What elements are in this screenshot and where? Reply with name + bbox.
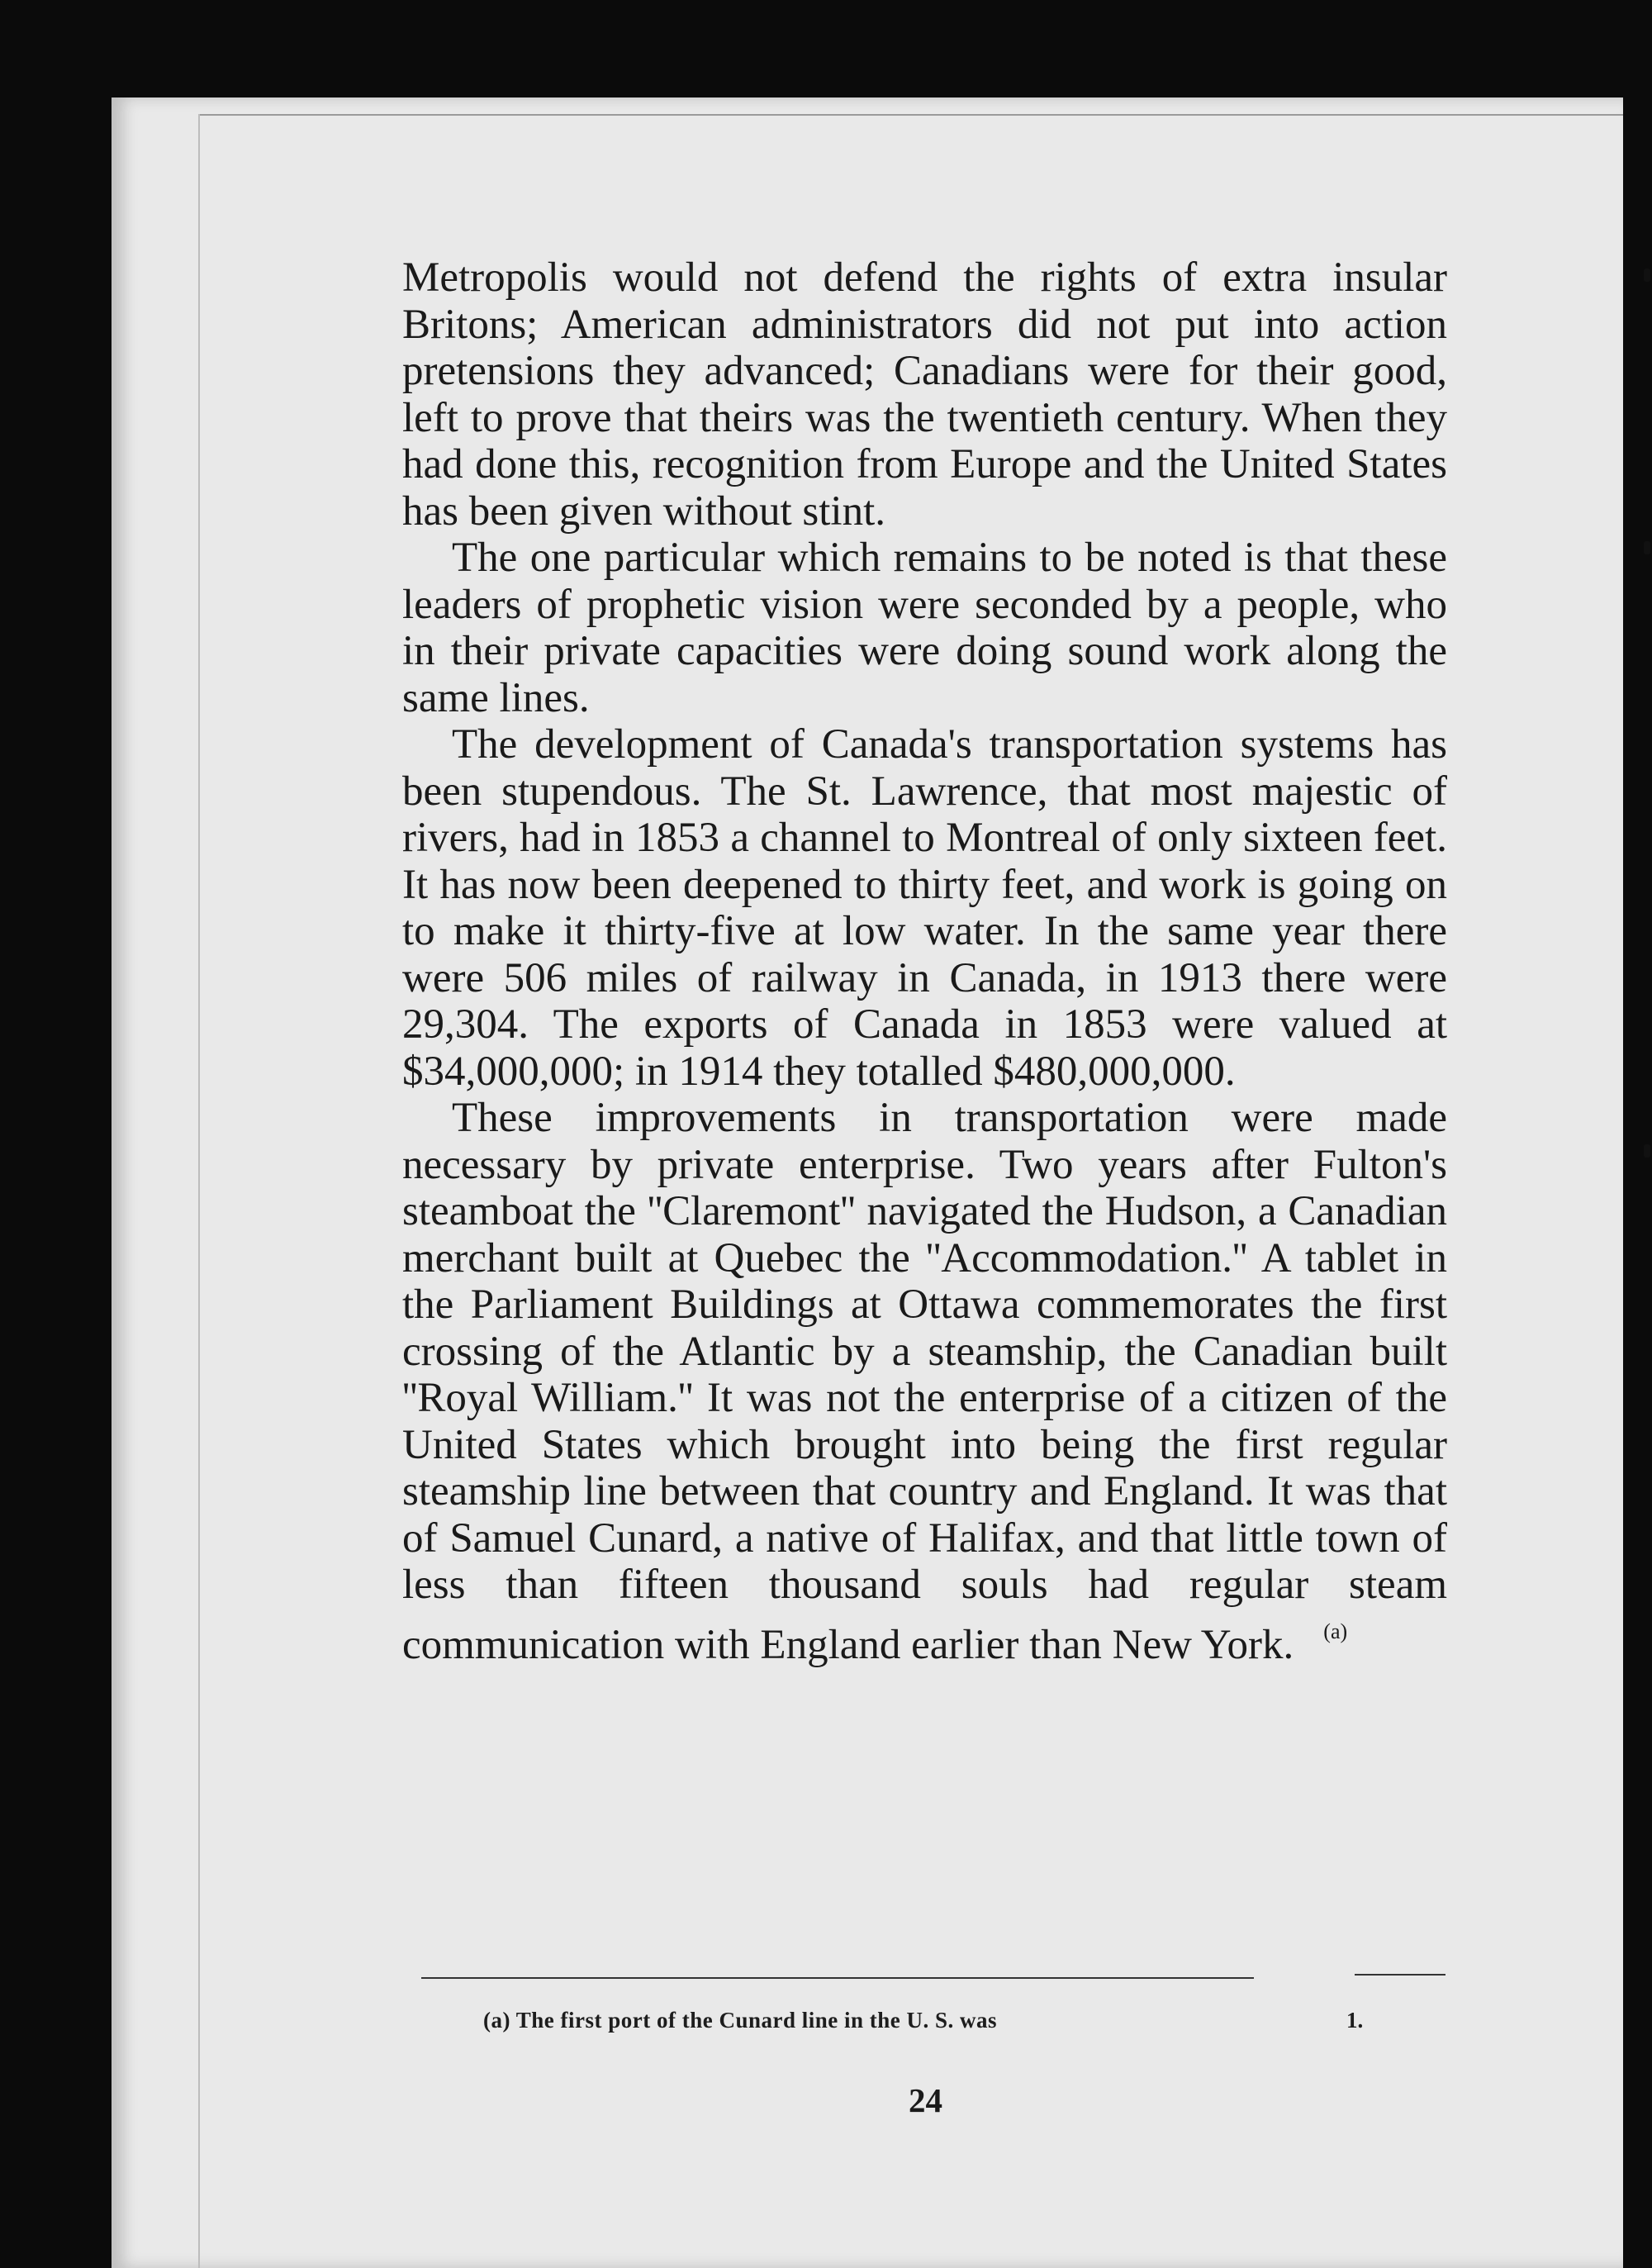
footnote-rule (421, 1977, 1254, 1979)
margin-mark (1644, 541, 1650, 554)
margin-mark (1644, 1144, 1650, 1158)
page-edge-line (198, 114, 1623, 116)
paragraph: The development of Canada's transportation systems has been stupendous. The St. Lawrence, that most majestic of rivers, had in 1853 a channel to Montreal of only sixteen feet. It has now been deepened to thirty feet, and work is going on to make it thirty-five at low water. In the same year there were 506 miles of railway in Canada, in 1913 there were 29,304. The exports of Canada in 1853 were valued at $34,000,000; in 1914 they totalled $480,000,000. (402, 721, 1447, 1095)
paragraph: The one particular which remains to be noted is that these leaders of prophetic vision were seconded by a people, who in their private capacities were doing sound work along the same lines. (402, 535, 1447, 721)
footnote-tail: 1. (1346, 2008, 1364, 2033)
paragraph-with-footnote (402, 1095, 1447, 1668)
page-fold-line (198, 114, 200, 2268)
margin-mark (1644, 269, 1650, 282)
footnote-rule-short (1355, 1974, 1446, 1976)
paragraph: These improvements in transportation were made necessary by private enterprise. Two years after Fulton's steamboat the ''Claremont'' navigated the Hudson, a Canadian merchant built at Quebec the ''Accommodation.'' A tablet in the Parliament Buildings at Ottawa commemorates the first crossing of the Atlantic by a steamship, the Canadian built ''Royal William.'' It was not the enterprise of a citizen of the United States which brought into being the first regular steamship line between that country and England. It was that of Samuel Cunard, a native of Halifax, and that little town of less than fifteen thousand souls had regular steam communication with England earlier than New York. (402, 1095, 1447, 1668)
footnote: (a) The first port of the Cunard line in the U. S. was (483, 2008, 998, 2033)
footnote-reference: (a) (1323, 1619, 1348, 1643)
page-number: 24 (909, 2081, 942, 2119)
paragraph: Metropolis would not defend the rights of extra insular Britons; American administrators did not put into action pretensions they advanced; Canadians were for their good, left to prove that theirs was the twentieth century. When they had done this, recognition from Europe and the United States has been given without stint. (402, 254, 1447, 535)
body-text (402, 254, 1447, 1668)
